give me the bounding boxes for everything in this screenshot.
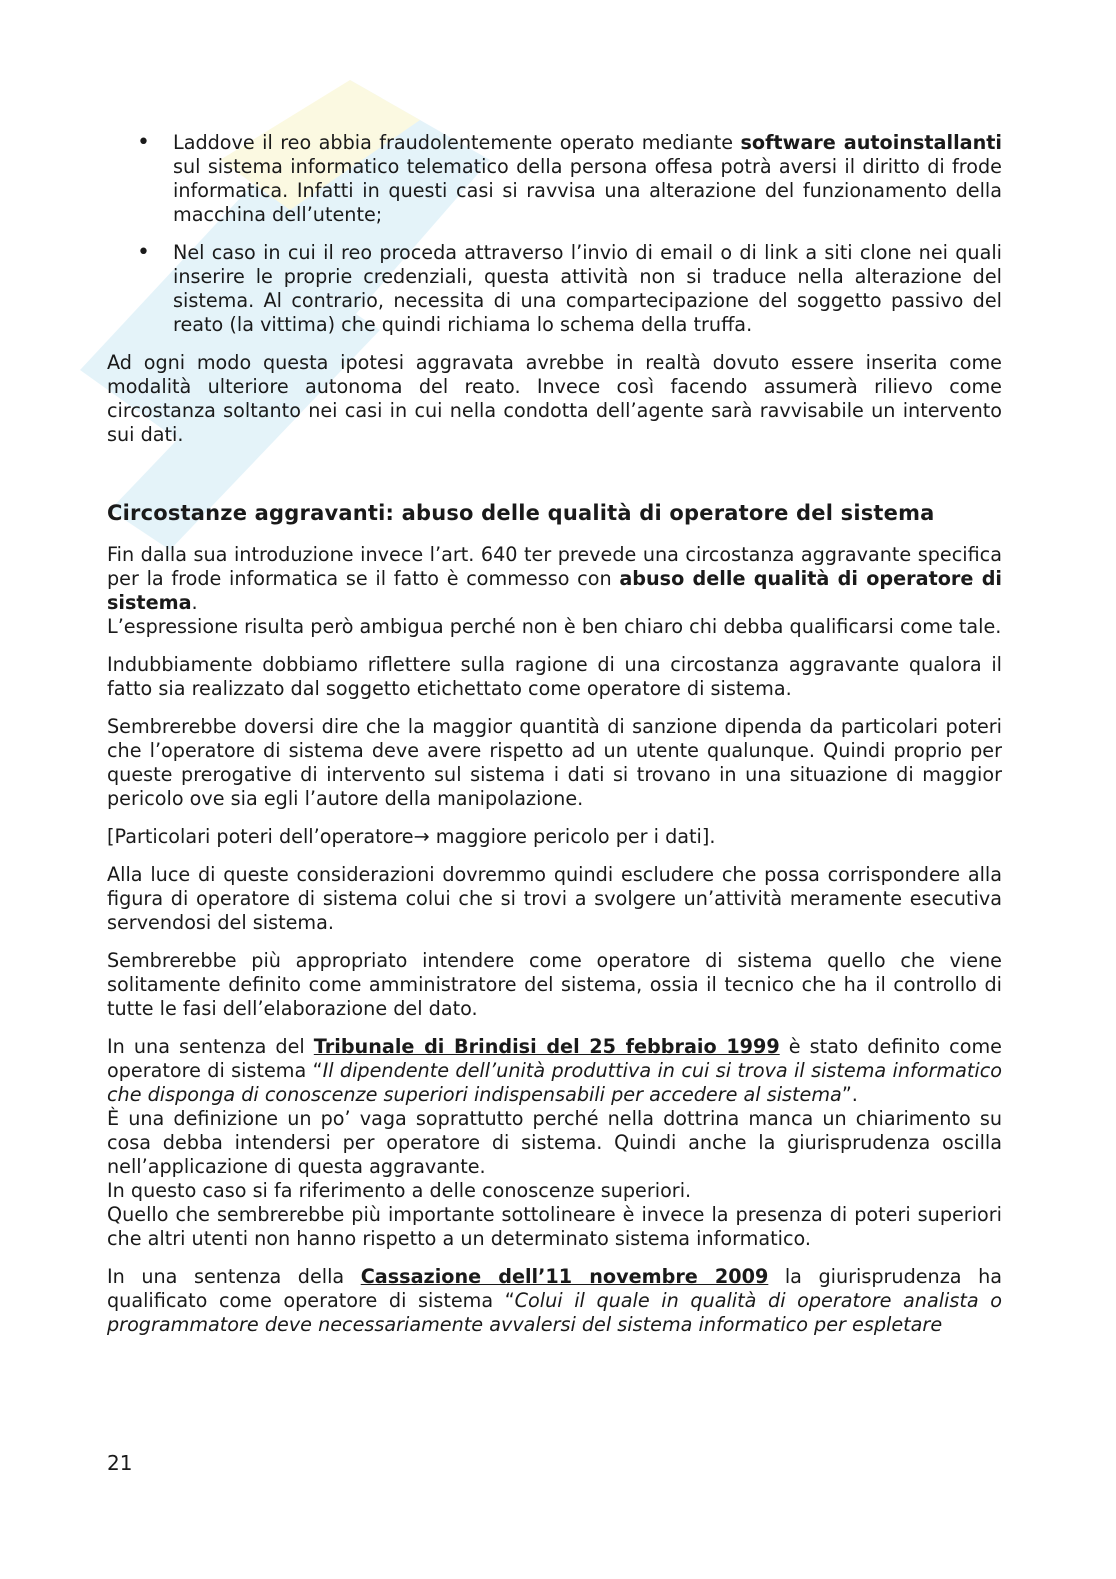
paragraph: In una sentenza della Cassazione dell’11 novembre 2009 la giurisprudenza ha qualificato come operatore di sistema “Colui il quale in qualità di operatore analista o programmatore deve necessariamente avvalersi del sistema informatico per espletare xyxy=(107,1265,1002,1336)
paragraph: Alla luce di queste considerazioni dovremmo quindi escludere che possa corrispondere alla figura di operatore di sistema colui che si trovi a svolgere un’attività meramente esecutiva servendosi del sistema. xyxy=(107,863,1002,934)
page-number: 21 xyxy=(107,1451,133,1475)
arrow-icon: → xyxy=(413,825,430,848)
list-item: • Nel caso in cui il reo proceda attraverso l’invio di email o di link a siti clone nei quali inserire le proprie credenziali, questa attività non si traduce nella alterazione del sistema. Al contrario, necessita di una compartecipazione del soggetto passivo del reato (la vittima) che quindi richiama lo schema della truffa. xyxy=(173,241,1002,337)
paragraph: [Particolari poteri dell’operatore→ maggiore pericolo per i dati]. xyxy=(107,825,716,848)
paragraph: Fin dalla sua introduzione invece l’art. 640 ter prevede una circostanza aggravante specifica per la frode informatica se il fatto è commesso con abuso delle qualità di operatore di sistema. L’espressione risulta però ambigua perché non è ben chiaro chi debba qualificarsi come tale. xyxy=(107,543,1002,638)
paragraph: In una sentenza del Tribunale di Brindisi del 25 febbraio 1999 è stato definito come operatore di sistema “Il dipendente dell’unità produttiva in cui si trova il sistema informatico che disponga di conoscenze superiori indispensabili per accedere al sistema”. È una definizione un po’ vaga soprattutto perché nella dottrina manca un chiarimento su cosa debba intendersi per operatore di sistema. Quindi anche la giurisprudenza oscilla nell’applicazione di questa aggravante. In questo caso si fa riferimento a delle conoscenze superiori. Quello che sembrerebbe più importante sottolineare è invece la presenza di poteri superiori che altri utenti non hanno rispetto a un determinato sistema informatico. xyxy=(107,1035,1002,1250)
list-item: • Laddove il reo abbia fraudolentemente operato mediante software autoinstallanti sul sistema informatico telematico della persona offesa potrà aversi il diritto di frode informatica. Infatti in questi casi si ravvisa una alterazione del funzionamento della macchina dell’utente; xyxy=(173,131,1002,227)
document-page xyxy=(107,131,1002,1337)
bullet-list xyxy=(107,131,1002,337)
paragraph: Sembrerebbe più appropriato intendere come operatore di sistema quello che viene solitamente definito come amministratore del sistema, ossia il tecnico che ha il controllo di tutte le fasi dell’elaborazione del dato. xyxy=(107,949,1002,1020)
court-reference: Cassazione dell’11 novembre 2009 xyxy=(360,1265,769,1288)
paragraph: Ad ogni modo questa ipotesi aggravata avrebbe in realtà dovuto essere inserita come modalità ulteriore autonoma del reato. Invece così facendo assumerà rilievo come circostanza soltanto nei casi in cui nella condotta dell’agente sarà ravvisabile un intervento sui dati. xyxy=(107,351,1002,446)
section-heading: Circostanze aggravanti: abuso delle qualità di operatore del sistema xyxy=(107,501,935,525)
court-reference: Tribunale di Brindisi del 25 febbraio 1999 xyxy=(313,1035,780,1058)
paragraph: Indubbiamente dobbiamo riflettere sulla ragione di una circostanza aggravante qualora il fatto sia realizzato dal soggetto etichettato come operatore di sistema. xyxy=(107,653,1002,700)
paragraph: Sembrerebbe doversi dire che la maggior quantità di sanzione dipenda da particolari poteri che l’operatore di sistema deve avere rispetto ad un utente qualunque. Quindi proprio per queste prerogative di intervento sul sistema i dati si trovano in una situazione di maggior pericolo ove sia egli l’autore della manipolazione. xyxy=(107,715,1002,810)
